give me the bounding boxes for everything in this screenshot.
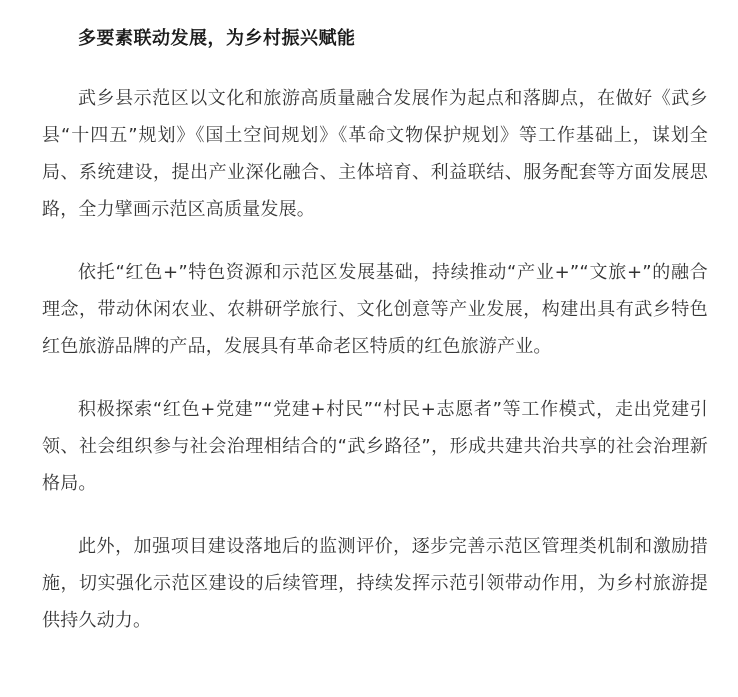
paragraph-planning: 武乡县示范区以文化和旅游高质量融合发展作为起点和落脚点，在做好《武乡县“十四五”规划》《国土空间规划》《革命文物保护规划》等工作基础上，谋划全局、系统建设，提出产业深化融合、主体培育、利益联结、服务配套等方面发展思路，全力擘画示范区高质量发展。 xyxy=(42,88,708,220)
section-heading: 多要素联动发展，为乡村振兴赋能 xyxy=(78,28,356,49)
paragraph-monitoring: 此外，加强项目建设落地后的监测评价，逐步完善示范区管理类机制和激励措施，切实强化示范区建设的后续管理，持续发挥示范引领带动作用，为乡村旅游提供持久动力。 xyxy=(42,536,708,631)
paragraph-governance: 积极探索“红色+党建”“党建+村民”“村民+志愿者”等工作模式，走出党建引领、社会组织参与社会治理相结合的“武乡路径”，形成共建共治共享的社会治理新格局。 xyxy=(42,399,708,494)
paragraph-red-tourism: 依托“红色+”特色资源和示范区发展基础，持续推动“产业+”“文旅+”的融合理念，带动休闲农业、农耕研学旅行、文化创意等产业发展，构建出具有武乡特色红色旅游品牌的产品，发展具有革命老区特质的红色旅游产业。 xyxy=(42,262,708,357)
